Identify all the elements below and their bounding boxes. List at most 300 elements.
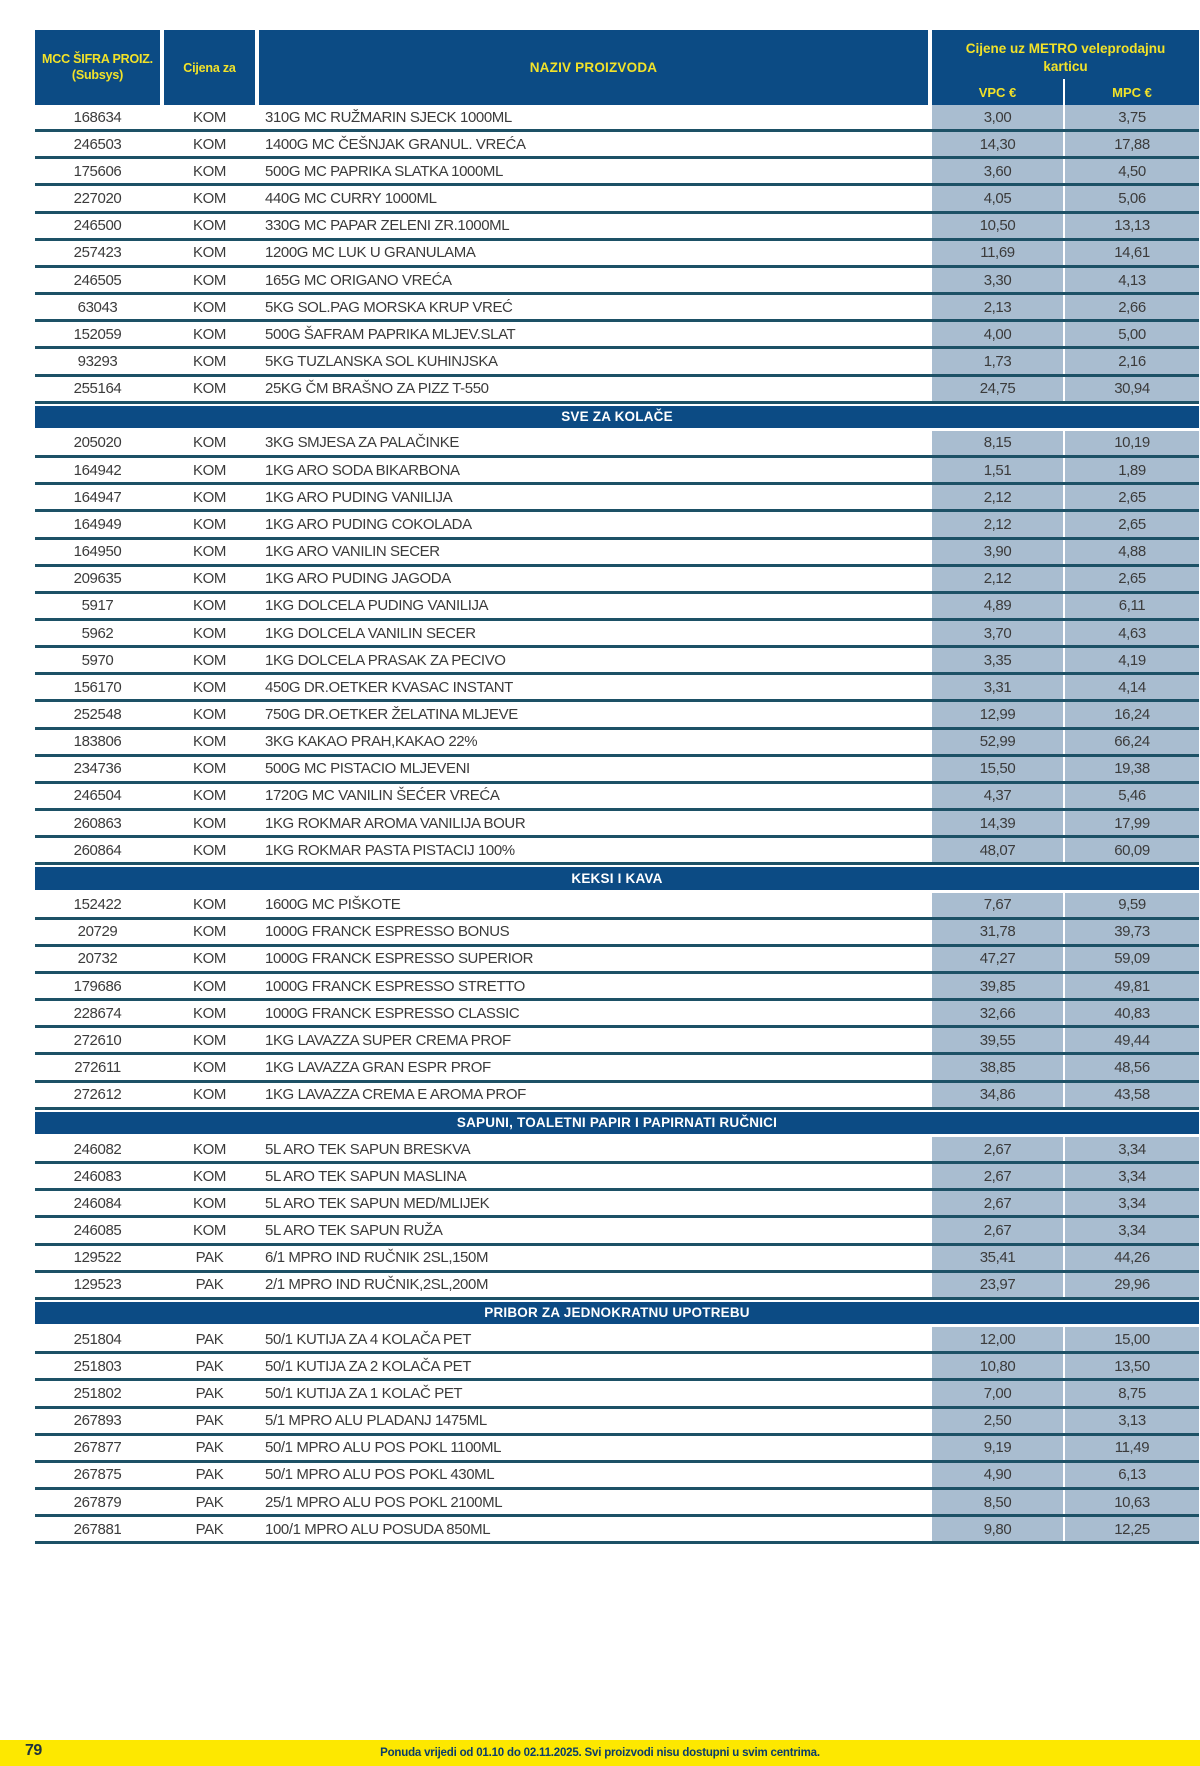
- product-code: 5917: [81, 597, 114, 615]
- vpc-price: 2,12: [932, 485, 1063, 509]
- product-name: 500G MC PISTACIO MLJEVENI: [265, 760, 470, 778]
- vpc-price: 8,50: [932, 1490, 1063, 1514]
- vpc-price: 52,99: [932, 730, 1063, 754]
- product-code: 246503: [73, 135, 122, 153]
- table-row: [35, 1463, 1199, 1490]
- mpc-price: 2,66: [1065, 295, 1199, 319]
- product-code: 168634: [73, 108, 122, 126]
- unit-of-sale: KOM: [193, 543, 226, 561]
- unit-of-sale: KOM: [193, 651, 226, 669]
- product-name: 1000G FRANCK ESPRESSO SUPERIOR: [265, 950, 534, 968]
- mpc-price: 30,94: [1065, 377, 1199, 401]
- vpc-price: 14,30: [932, 132, 1063, 156]
- product-code: 175606: [73, 162, 122, 180]
- unit-of-sale: KOM: [193, 298, 226, 316]
- product-name: 165G MC ORIGANO VREĆA: [265, 271, 452, 289]
- product-code: 179686: [73, 977, 122, 995]
- product-code: 246082: [73, 1140, 122, 1158]
- mpc-price: 3,34: [1065, 1218, 1199, 1242]
- product-name: 500G ŠAFRAM PAPRIKA MLJEV.SLAT: [265, 325, 516, 343]
- mpc-price: 49,81: [1065, 974, 1199, 998]
- vpc-price: 1,73: [932, 349, 1063, 373]
- mpc-price: 2,16: [1065, 349, 1199, 373]
- table-row: [35, 377, 1199, 404]
- mpc-price: 2,65: [1065, 485, 1199, 509]
- vpc-price: 2,67: [932, 1164, 1063, 1188]
- mpc-price: 5,06: [1065, 186, 1199, 210]
- vpc-price: 32,66: [932, 1001, 1063, 1025]
- unit-of-sale: KOM: [193, 1004, 226, 1022]
- vpc-price: 10,50: [932, 214, 1063, 238]
- vpc-price: 2,67: [932, 1137, 1063, 1161]
- table-row: [35, 621, 1199, 648]
- product-name: 1000G FRANCK ESPRESSO BONUS: [265, 923, 510, 941]
- unit-of-sale: PAK: [195, 1412, 224, 1430]
- column-header-code: [35, 30, 160, 105]
- unit-of-sale: KOM: [193, 597, 226, 615]
- table-row: [35, 702, 1199, 729]
- product-code: 257423: [73, 244, 122, 262]
- vpc-price: 3,35: [932, 648, 1063, 672]
- table-row: [35, 757, 1199, 784]
- product-name: 1KG ARO PUDING VANILIJA: [265, 488, 453, 506]
- product-code: 156170: [73, 678, 122, 696]
- table-row: [35, 458, 1199, 485]
- unit-of-sale: PAK: [195, 1357, 224, 1375]
- vpc-price: 2,12: [932, 567, 1063, 591]
- product-code: 234736: [73, 760, 122, 778]
- mpc-price: 3,13: [1065, 1409, 1199, 1433]
- vpc-price: 4,37: [932, 784, 1063, 808]
- product-name: 1KG ARO SODA BIKARBONA: [265, 461, 460, 479]
- vpc-price: 12,00: [932, 1327, 1063, 1351]
- vpc-price: 34,86: [932, 1083, 1063, 1107]
- unit-of-sale: KOM: [193, 108, 226, 126]
- table-row: [35, 1001, 1199, 1028]
- product-name: 5KG TUZLANSKA SOL KUHINJSKA: [265, 352, 498, 370]
- vpc-price: 48,07: [932, 838, 1063, 862]
- unit-of-sale: KOM: [193, 841, 226, 859]
- table-row: [35, 105, 1199, 132]
- vpc-price: 3,30: [932, 268, 1063, 292]
- vpc-price: 2,12: [932, 512, 1063, 536]
- unit-of-sale: KOM: [193, 135, 226, 153]
- product-code: 164949: [73, 515, 122, 533]
- product-code: 246085: [73, 1221, 122, 1239]
- product-code: 246084: [73, 1194, 122, 1212]
- vpc-price: 2,13: [932, 295, 1063, 319]
- unit-of-sale: KOM: [193, 1194, 226, 1212]
- table-row: [35, 730, 1199, 757]
- price-labels-row: [932, 79, 1199, 105]
- product-name: 1400G MC ČEŠNJAK GRANUL. VREĆA: [265, 135, 526, 153]
- vpc-price: 3,90: [932, 540, 1063, 564]
- unit-of-sale: KOM: [193, 1221, 226, 1239]
- product-code: 267879: [73, 1493, 122, 1511]
- table-row: [35, 186, 1199, 213]
- mpc-price: 4,19: [1065, 648, 1199, 672]
- product-code: 5962: [81, 624, 114, 642]
- unit-of-sale: KOM: [193, 706, 226, 724]
- table-row: [35, 838, 1199, 865]
- unit-of-sale: PAK: [195, 1384, 224, 1402]
- vpc-price: 47,27: [932, 947, 1063, 971]
- product-name: 1KG ARO VANILIN SECER: [265, 543, 440, 561]
- table-row: [35, 1273, 1199, 1300]
- product-code: 183806: [73, 733, 122, 751]
- mpc-price: 5,00: [1065, 322, 1199, 346]
- table-row: [35, 920, 1199, 947]
- table-row: [35, 295, 1199, 322]
- product-code: 267875: [73, 1466, 122, 1484]
- table-row: [35, 974, 1199, 1001]
- mpc-price: 4,13: [1065, 268, 1199, 292]
- vpc-price: 39,55: [932, 1028, 1063, 1052]
- table-row: [35, 132, 1199, 159]
- product-name: 6/1 MPRO IND RUČNIK 2SL,150M: [265, 1249, 489, 1267]
- unit-of-sale: KOM: [193, 325, 226, 343]
- mpc-price: 16,24: [1065, 702, 1199, 726]
- product-code: 246083: [73, 1167, 122, 1185]
- product-name: 750G DR.OETKER ŽELATINA MLJEVE: [265, 706, 518, 724]
- product-code: 209635: [73, 570, 122, 588]
- mpc-price: 2,65: [1065, 512, 1199, 536]
- mpc-price: 59,09: [1065, 947, 1199, 971]
- vpc-price: 3,31: [932, 675, 1063, 699]
- table-row: [35, 1490, 1199, 1517]
- product-name: 25/1 MPRO ALU POS POKL 2100ML: [265, 1493, 503, 1511]
- table-row: [35, 540, 1199, 567]
- product-name: 50/1 KUTIJA ZA 4 KOLAČA PET: [265, 1330, 471, 1348]
- column-header-vpc: VPC €: [978, 84, 1017, 100]
- mpc-price: 4,63: [1065, 621, 1199, 645]
- product-name: 3KG SMJESA ZA PALAČINKE: [265, 434, 459, 452]
- table-row: [35, 268, 1199, 295]
- product-name: 3KG KAKAO PRAH,KAKAO 22%: [265, 733, 478, 751]
- mpc-price: 4,50: [1065, 159, 1199, 183]
- unit-of-sale: PAK: [195, 1466, 224, 1484]
- vpc-price: 15,50: [932, 757, 1063, 781]
- table-row: [35, 1218, 1199, 1245]
- unit-of-sale: KOM: [193, 461, 226, 479]
- product-name: 50/1 KUTIJA ZA 2 KOLAČA PET: [265, 1357, 471, 1375]
- product-code: 260864: [73, 841, 122, 859]
- product-name: 1KG DOLCELA VANILIN SECER: [265, 624, 476, 642]
- table-row: [35, 1381, 1199, 1408]
- mpc-price: 60,09: [1065, 838, 1199, 862]
- mpc-price: 19,38: [1065, 757, 1199, 781]
- table-row: [35, 322, 1199, 349]
- mpc-price: 6,11: [1065, 594, 1199, 618]
- product-name: 330G MC PAPAR ZELENI ZR.1000ML: [265, 217, 510, 235]
- product-code: 267893: [73, 1412, 122, 1430]
- product-code: 93293: [77, 352, 118, 370]
- unit-of-sale: KOM: [193, 678, 226, 696]
- table-row: [35, 485, 1199, 512]
- unit-of-sale: KOM: [193, 923, 226, 941]
- product-code: 164950: [73, 543, 122, 561]
- product-code: 272612: [73, 1086, 122, 1104]
- vpc-price: 2,67: [932, 1191, 1063, 1215]
- vpc-price: 31,78: [932, 920, 1063, 944]
- unit-of-sale: KOM: [193, 434, 226, 452]
- product-name: 50/1 MPRO ALU POS POKL 430ML: [265, 1466, 495, 1484]
- column-header-code-line1: MCC ŠIFRA PROIZ.: [42, 51, 153, 66]
- mpc-price: 11,49: [1065, 1436, 1199, 1460]
- mpc-price: 3,34: [1065, 1164, 1199, 1188]
- product-code: 267877: [73, 1439, 122, 1457]
- product-name: 1KG LAVAZZA GRAN ESPR PROF: [265, 1059, 491, 1077]
- section-header: KEKSI I KAVA: [35, 865, 1199, 892]
- product-code: 272610: [73, 1031, 122, 1049]
- product-name: 440G MC CURRY 1000ML: [265, 190, 437, 208]
- unit-of-sale: PAK: [195, 1249, 224, 1267]
- product-name: 1KG ARO PUDING JAGODA: [265, 570, 451, 588]
- unit-of-sale: KOM: [193, 896, 226, 914]
- product-code: 227020: [73, 190, 122, 208]
- unit-of-sale: PAK: [195, 1439, 224, 1457]
- mpc-price: 3,34: [1065, 1137, 1199, 1161]
- product-name: 1000G FRANCK ESPRESSO CLASSIC: [265, 1004, 520, 1022]
- footer-bar: [0, 1740, 1200, 1766]
- table-row: [35, 893, 1199, 920]
- mpc-price: 49,44: [1065, 1028, 1199, 1052]
- unit-of-sale: KOM: [193, 1086, 226, 1104]
- product-name: 5L ARO TEK SAPUN MED/MLIJEK: [265, 1194, 490, 1212]
- table-row: [35, 1327, 1199, 1354]
- column-header-unit: Cijena za: [164, 30, 255, 105]
- unit-of-sale: KOM: [193, 787, 226, 805]
- table-row: [35, 1246, 1199, 1273]
- mpc-price: 39,73: [1065, 920, 1199, 944]
- vpc-price: 2,67: [932, 1218, 1063, 1242]
- unit-of-sale: KOM: [193, 814, 226, 832]
- vpc-price: 9,80: [932, 1517, 1063, 1541]
- mpc-price: 2,65: [1065, 567, 1199, 591]
- unit-of-sale: KOM: [193, 217, 226, 235]
- product-name: 500G MC PAPRIKA SLATKA 1000ML: [265, 162, 503, 180]
- product-code: 63043: [77, 298, 118, 316]
- table-row: [35, 1409, 1199, 1436]
- unit-of-sale: KOM: [193, 380, 226, 398]
- product-code: 246500: [73, 217, 122, 235]
- product-name: 1KG ARO PUDING COKOLADA: [265, 515, 472, 533]
- vpc-price: 4,05: [932, 186, 1063, 210]
- mpc-price: 1,89: [1065, 458, 1199, 482]
- product-code: 152422: [73, 896, 122, 914]
- product-code: 255164: [73, 380, 122, 398]
- table-row: [35, 675, 1199, 702]
- mpc-price: 4,14: [1065, 675, 1199, 699]
- product-code: 251804: [73, 1330, 122, 1348]
- product-code: 152059: [73, 325, 122, 343]
- vpc-price: 4,00: [932, 322, 1063, 346]
- product-name: 1KG LAVAZZA SUPER CREMA PROF: [265, 1031, 511, 1049]
- vpc-price: 7,00: [932, 1381, 1063, 1405]
- product-code: 267881: [73, 1520, 122, 1538]
- price-group-header: [932, 30, 1199, 105]
- unit-of-sale: PAK: [195, 1493, 224, 1511]
- product-code: 251803: [73, 1357, 122, 1375]
- vpc-price: 8,15: [932, 431, 1063, 455]
- product-name: 5L ARO TEK SAPUN BRESKVA: [265, 1140, 471, 1158]
- table-row: [35, 1436, 1199, 1463]
- unit-of-sale: KOM: [193, 760, 226, 778]
- product-name: 5L ARO TEK SAPUN RUŽA: [265, 1221, 443, 1239]
- product-name: 100/1 MPRO ALU POSUDA 850ML: [265, 1520, 491, 1538]
- vpc-price: 1,51: [932, 458, 1063, 482]
- table-row: [35, 1055, 1199, 1082]
- product-code: 129522: [73, 1249, 122, 1267]
- unit-of-sale: KOM: [193, 162, 226, 180]
- unit-of-sale: KOM: [193, 624, 226, 642]
- vpc-price: 4,89: [932, 594, 1063, 618]
- unit-of-sale: KOM: [193, 190, 226, 208]
- mpc-price: 8,75: [1065, 1381, 1199, 1405]
- price-group-title: Cijene uz METRO veleprodajnu karticu: [965, 40, 1166, 74]
- product-name: 2/1 MPRO IND RUČNIK,2SL,200M: [265, 1276, 489, 1294]
- vpc-price: 14,39: [932, 811, 1063, 835]
- mpc-price: 5,46: [1065, 784, 1199, 808]
- mpc-price: 17,99: [1065, 811, 1199, 835]
- table-row: [35, 1137, 1199, 1164]
- vpc-price: 9,19: [932, 1436, 1063, 1460]
- unit-of-sale: KOM: [193, 1031, 226, 1049]
- vpc-price: 3,60: [932, 159, 1063, 183]
- product-name: 5KG SOL.PAG MORSKA KRUP VREĆ: [265, 298, 513, 316]
- table-row: [35, 1164, 1199, 1191]
- product-name: 1600G MC PIŠKOTE: [265, 896, 401, 914]
- vpc-price: 39,85: [932, 974, 1063, 998]
- table-row: [35, 1354, 1199, 1381]
- product-name: 310G MC RUŽMARIN SJECK 1000ML: [265, 108, 512, 126]
- mpc-price: 12,25: [1065, 1517, 1199, 1541]
- unit-of-sale: KOM: [193, 488, 226, 506]
- product-code: 251802: [73, 1384, 122, 1402]
- mpc-price: 15,00: [1065, 1327, 1199, 1351]
- product-code: 20732: [77, 950, 118, 968]
- product-code: 228674: [73, 1004, 122, 1022]
- unit-of-sale: KOM: [193, 733, 226, 751]
- product-code: 252548: [73, 706, 122, 724]
- unit-of-sale: KOM: [193, 1140, 226, 1158]
- mpc-price: 40,83: [1065, 1001, 1199, 1025]
- unit-of-sale: KOM: [193, 1059, 226, 1077]
- mpc-price: 4,88: [1065, 540, 1199, 564]
- mpc-price: 3,34: [1065, 1191, 1199, 1215]
- table-row: [35, 1083, 1199, 1110]
- product-code: 164947: [73, 488, 122, 506]
- product-code: 246504: [73, 787, 122, 805]
- column-header-product-name: NAZIV PROIZVODA: [259, 30, 928, 105]
- vpc-price: 38,85: [932, 1055, 1063, 1079]
- unit-of-sale: KOM: [193, 1167, 226, 1185]
- mpc-price: 66,24: [1065, 730, 1199, 754]
- column-header-mpc: MPC €: [1112, 84, 1152, 100]
- unit-of-sale: PAK: [195, 1276, 224, 1294]
- product-name: 1KG ROKMAR AROMA VANILIJA BOUR: [265, 814, 526, 832]
- mpc-price: 44,26: [1065, 1246, 1199, 1270]
- mpc-price: 29,96: [1065, 1273, 1199, 1297]
- table-row: [35, 431, 1199, 458]
- vpc-price: 11,69: [932, 241, 1063, 265]
- unit-of-sale: KOM: [193, 244, 226, 262]
- table-row: [35, 648, 1199, 675]
- product-name: 450G DR.OETKER KVASAC INSTANT: [265, 678, 513, 696]
- mpc-price: 3,75: [1065, 105, 1199, 129]
- unit-of-sale: KOM: [193, 977, 226, 995]
- product-name: 1KG ROKMAR PASTA PISTACIJ 100%: [265, 841, 515, 859]
- mpc-price: 48,56: [1065, 1055, 1199, 1079]
- table-row: [35, 241, 1199, 268]
- product-name: 1000G FRANCK ESPRESSO STRETTO: [265, 977, 525, 995]
- table-row: [35, 784, 1199, 811]
- unit-of-sale: KOM: [193, 271, 226, 289]
- table-row: [35, 349, 1199, 376]
- section-header: PRIBOR ZA JEDNOKRATNU UPOTREBU: [35, 1300, 1199, 1327]
- table-row: [35, 214, 1199, 241]
- vpc-price: 35,41: [932, 1246, 1063, 1270]
- table-row: [35, 159, 1199, 186]
- vpc-price: 10,80: [932, 1354, 1063, 1378]
- page-number: 79: [25, 1742, 42, 1759]
- table-row: [35, 1191, 1199, 1218]
- vpc-price: 24,75: [932, 377, 1063, 401]
- column-header-code-line2: (Subsys): [71, 67, 124, 82]
- mpc-price: 10,19: [1065, 431, 1199, 455]
- table-body: [35, 105, 1199, 1544]
- product-code: 260863: [73, 814, 122, 832]
- product-code: 5970: [81, 651, 114, 669]
- mpc-price: 14,61: [1065, 241, 1199, 265]
- unit-of-sale: KOM: [193, 570, 226, 588]
- mpc-price: 43,58: [1065, 1083, 1199, 1107]
- unit-of-sale: PAK: [195, 1520, 224, 1538]
- vpc-price: 3,70: [932, 621, 1063, 645]
- product-code: 164942: [73, 461, 122, 479]
- product-name: 5L ARO TEK SAPUN MASLINA: [265, 1167, 467, 1185]
- unit-of-sale: KOM: [193, 352, 226, 370]
- product-name: 1KG DOLCELA PRASAK ZA PECIVO: [265, 651, 506, 669]
- product-name: 50/1 KUTIJA ZA 1 KOLAČ PET: [265, 1384, 463, 1402]
- product-name: 1200G MC LUK U GRANULAMA: [265, 244, 476, 262]
- section-header: SAPUNI, TOALETNI PAPIR I PAPIRNATI RUČNICI: [35, 1110, 1199, 1137]
- price-table: [35, 30, 1199, 1544]
- unit-of-sale: KOM: [193, 950, 226, 968]
- product-name: 1KG LAVAZZA CREMA E AROMA PROF: [265, 1086, 526, 1104]
- table-row: [35, 1028, 1199, 1055]
- product-code: 129523: [73, 1276, 122, 1294]
- section-header: SVE ZA KOLAČE: [35, 404, 1199, 431]
- table-row: [35, 594, 1199, 621]
- vpc-price: 3,00: [932, 105, 1063, 129]
- table-row: [35, 567, 1199, 594]
- mpc-price: 6,13: [1065, 1463, 1199, 1487]
- vpc-price: 4,90: [932, 1463, 1063, 1487]
- product-code: 272611: [74, 1059, 121, 1077]
- product-code: 20729: [77, 923, 118, 941]
- footer-note: Ponuda vrijedi od 01.10 do 02.11.2025. Svi proizvodi nisu dostupni u svim centrima.: [380, 1747, 820, 1759]
- product-code: 246505: [73, 271, 122, 289]
- mpc-price: 9,59: [1065, 893, 1199, 917]
- vpc-price: 7,67: [932, 893, 1063, 917]
- table-row: [35, 1517, 1199, 1544]
- mpc-price: 10,63: [1065, 1490, 1199, 1514]
- product-name: 5/1 MPRO ALU PLADANJ 1475ML: [265, 1412, 487, 1430]
- table-row: [35, 512, 1199, 539]
- mpc-price: 13,50: [1065, 1354, 1199, 1378]
- mpc-price: 13,13: [1065, 214, 1199, 238]
